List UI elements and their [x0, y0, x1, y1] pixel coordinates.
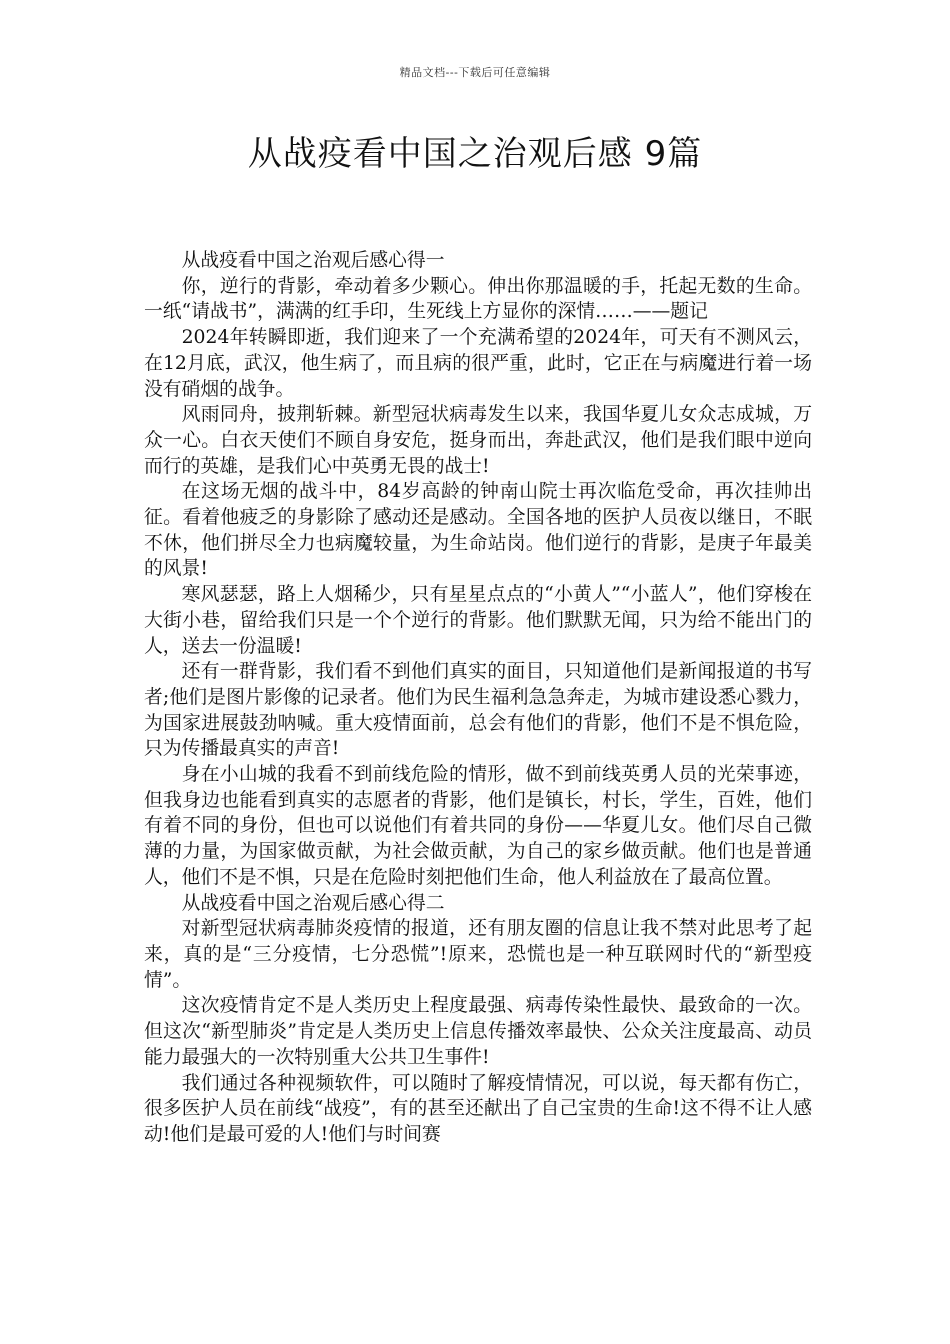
section-heading: 从战疫看中国之治观后感心得二 [181, 892, 445, 914]
paragraph: 身在小山城的我看不到前线危险的情形，做不到前线英勇人员的光荣事迹，但我身边也能看到真实的志愿者的背影，他们是镇长，村长，学生，百姓，他们有着不同的身份，但也可以说他们有着共同的身份——华夏儿女。他们尽自己微薄的力量，为国家做贡献，为社会做贡献，为自己的家乡做贡献。他们也是普通人，他们不是不惧，只是在危险时刻把他们生命，他人利益放在了最高位置。 [144, 764, 812, 888]
paragraph: 2024年转瞬即逝，我们迎来了一个充满希望的2024年，可天有不测风云，在12月底，武汉，他生病了，而且病的很严重，此时，它正在与病魔进行着一场没有硝烟的战争。 [144, 327, 812, 400]
document-title: 从战疫看中国之治观后感 9篇 [247, 134, 703, 174]
paragraph: 这次疫情肯定不是人类历史上程度最强、病毒传染性最快、最致命的一次。但这次“新型肺炎”肯定是人类历史上信息传播效率最快、公众关注度最高、动员能力最强大的一次特别重大公共卫生事件! [144, 995, 812, 1068]
document-body [144, 248, 812, 1148]
paragraph: 我们通过各种视频软件，可以随时了解疫情情况，可以说，每天都有伤亡，很多医护人员在前线“战疫”，有的甚至还献出了自己宝贵的生命!这不得不让人感动!他们是最可爱的人!他们与时间赛 [144, 1072, 812, 1145]
paragraph: 你，逆行的背影，牵动着多少颗心。伸出你那温暖的手，托起无数的生命。一纸“请战书”，满满的红手印，生死线上方显你的深情……——题记 [144, 275, 812, 323]
paragraph: 对新型冠状病毒肺炎疫情的报道，还有朋友圈的信息让我不禁对此思考了起来，真的是“三分疫情，七分恐慌”!原来，恐慌也是一种互联网时代的“新型疫情”。 [144, 918, 812, 991]
paragraph: 在这场无烟的战斗中，84岁高龄的钟南山院士再次临危受命，再次挂帅出征。看着他疲乏的身影除了感动还是感动。全国各地的医护人员夜以继日，不眠不休，他们拼尽全力也病魔较量，为生命站岗。他们逆行的背影，是庚子年最美的风景! [144, 481, 812, 580]
paragraph: 风雨同舟，披荆斩棘。新型冠状病毒发生以来，我国华夏儿女众志成城，万众一心。白衣天使们不顾自身安危，挺身而出，奔赴武汉，他们是我们眼中逆向而行的英雄，是我们心中英勇无畏的战士! [144, 404, 812, 477]
paragraph: 还有一群背影，我们看不到他们真实的面目，只知道他们是新闻报道的书写者;他们是图片影像的记录者。他们为民生福利急急奔走，为城市建设悉心戮力，为国家进展鼓劲呐喊。重大疫情面前，总会有他们的背影，他们不是不惧危险，只为传播最真实的声音! [144, 661, 812, 760]
section-heading: 从战疫看中国之治观后感心得一 [181, 250, 445, 271]
page-header-note: 精品文档---下载后可任意编辑 [399, 66, 551, 79]
paragraph: 寒风瑟瑟，路上人烟稀少，只有星星点点的“小黄人”“小蓝人”，他们穿梭在大街小巷，留给我们只是一个个逆行的背影。他们默默无闻，只为给不能出门的人，送去一份温暖! [144, 584, 812, 657]
